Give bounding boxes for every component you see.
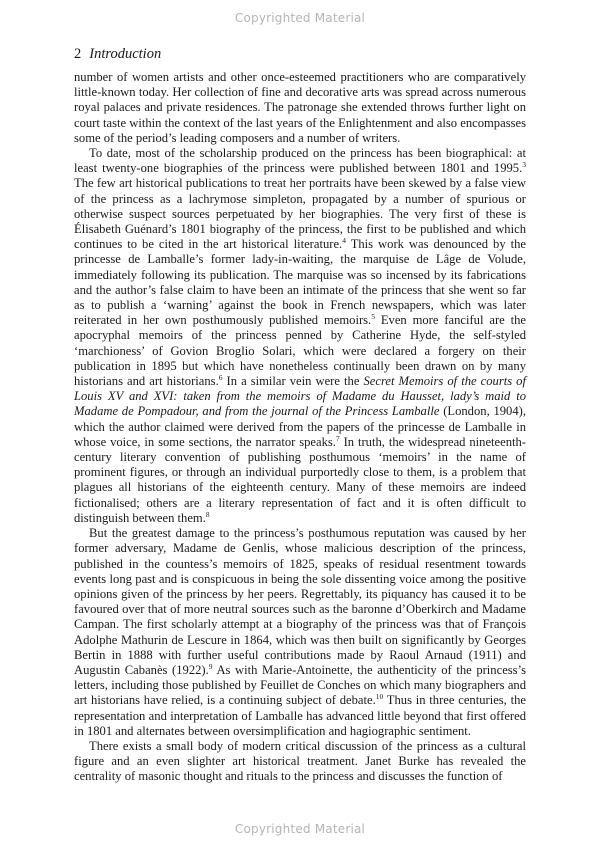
paragraph bbox=[74, 526, 526, 739]
paragraph bbox=[74, 739, 526, 785]
watermark-bottom: Copyrighted Material bbox=[234, 822, 366, 836]
footnote-ref: 7 bbox=[335, 433, 340, 443]
paragraph bbox=[74, 70, 526, 146]
paragraph bbox=[74, 146, 526, 526]
watermark-top: Copyrighted Material bbox=[234, 11, 366, 25]
text-run: In a similar vein were the bbox=[222, 374, 364, 389]
text-run: As with Marie-Antoinette, the authenticity of the princess’s letters, including those published by Feuillet de Conches on which many biographers and art historians have relied, is a continuing subject of debate. bbox=[74, 662, 526, 708]
running-head bbox=[74, 46, 161, 63]
footnote-ref: 9 bbox=[208, 661, 213, 671]
text-run: This work was denounced by the princesse de Lamballe’s former lady-in-waiting, the marquise de Lâge de Volude, immediately following its publication. The marquise was so incensed by its fabrications and the author’s false claim to have been an intimate of the princess that she went so far as to publish a ‘warning’ against the book in French newspapers, which was later reiterated in her own posthumously published memoirs. bbox=[74, 237, 526, 328]
text-run: There exists a small body of modern critical discussion of the princess as a cultural figure and an even slighter art historical treatment. Janet Burke has revealed the centrality of masonic thought and rituals to the princess and discusses the function of bbox=[74, 738, 526, 784]
text-run: To date, most of the scholarship produced on the princess has been biographical: at least twenty-one biographies of the princess were published between 1801 and 1995. bbox=[74, 146, 526, 176]
text-run: (London, 1904), which the author claimed were derived from the papers of the princesse de Lamballe in whose voice, in some sections, the narrator speaks. bbox=[74, 404, 526, 449]
text-run: In truth, the widespread nineteenth-century literary convention of publishing posthumous ‘memoirs’ in the name of prominent figures, or through an individual purportedly close to them, is a problem that plagues all historians of the eighteenth century. Many of these memoirs are indeed fictionalised; others are a literary representation of fact and it is often difficult to distinguish between them. bbox=[74, 434, 526, 525]
footnote-ref: 3 bbox=[522, 160, 526, 170]
text-run: But the greatest damage to the princess’s posthumous reputation was caused by her former adversary, Madame de Genlis, whose malicious description of the princess, published in the countess’s memoirs of 1825, speaks of residual resentment towards events long past and is conspicuous in being the sole dissenting voice among the positive opinions given of the princess by her peers. Regrettably, its piquancy has caused it to be favoured over that of more neutral sources such as the baronne d’Oberkirch and Madame Campan. The first scholarly attempt at a biography of the princess was that of François Adolphe Mathurin de Lescure in 1864, which was then built on significantly by Georges Bertin in 1888 with further useful contributions made by Raoul Arnaud (1911) and Augustin Cabanès (1922). bbox=[74, 526, 526, 677]
body-text bbox=[74, 70, 526, 785]
text-run: The few art historical publications to treat her portraits have been skewed by a false view of the princess as a lachrymose simpleton, propagated by a number of spurious or otherwise suspect sources perpetuated by her biographies. The very first of these is Élisabeth Guénard’s 1801 biography of the princess, the first to be published and which continues to be cited in the art historical literature. bbox=[74, 176, 526, 252]
text-run: Even more fanciful are the apocryphal memoirs of the princess penned by Catherine Hyde, the self-styled ‘marchioness’ of Govion Broglio Solari, which were declared a forgery on their publication in 1895 but which have nonetheless continually been drawn on by many historians and art historians. bbox=[74, 313, 526, 389]
footnote-ref: 4 bbox=[342, 236, 346, 246]
italic-title: Secret Memoirs of the courts of Louis XV and XVI: taken from the memoirs of Madame du Hausset, lady’s maid to Madame de Pompadour, and from the journal of the Princess Lamballe bbox=[74, 374, 526, 419]
text-run: Thus in three centuries, the representation and interpretation of Lamballe has advanced little beyond that first offered in 1801 and alternates between oversimplification and hagiographic sentiment. bbox=[74, 693, 526, 738]
running-title: Introduction bbox=[89, 46, 162, 62]
text-run: number of women artists and other once-esteemed practitioners who are comparatively little-known today. Her collection of fine and decorative arts was spread across numerous royal palaces and private residences. The patronage she extended throws further light on court taste within the context of the last years of the Enlightenment and also encompasses some of the period’s leading composers and a number of writers. bbox=[74, 70, 526, 145]
page-number: 2 bbox=[74, 46, 82, 62]
footnote-ref: 5 bbox=[371, 312, 375, 322]
footnote-ref: 8 bbox=[205, 509, 210, 519]
footnote-ref: 6 bbox=[218, 372, 223, 382]
footnote-ref: 10 bbox=[375, 692, 384, 702]
